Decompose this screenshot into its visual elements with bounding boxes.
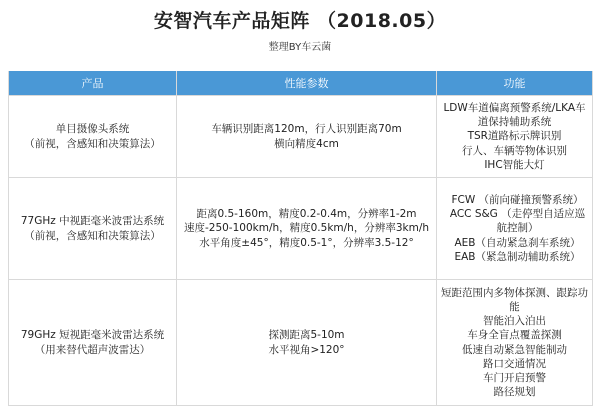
column-header-product: 产品 (9, 71, 177, 96)
param-line: 水平角度±45°，精度0.5-1°，分辨率3.5-12° (199, 236, 414, 249)
function-line: EAB（紧急制动辅助系统） (454, 250, 581, 263)
function-line: AEB（自动紧急刹车系统） (454, 236, 581, 249)
function-line: 车身全盲点覆盖探测 (467, 329, 562, 342)
product-cell (9, 96, 177, 178)
function-line: 路径规划 (493, 386, 536, 399)
product-cell (9, 280, 177, 406)
table-row (9, 280, 593, 406)
function-line: 车门开启预警 (483, 371, 546, 384)
product-note: （前视，含感知和决策算法） (24, 229, 161, 242)
table-row (9, 178, 593, 280)
function-line: FCW （前向碰撞预警系统） (451, 193, 584, 206)
product-name: 79GHz 短视距毫米波雷达系统 (20, 329, 165, 342)
functions-cell (437, 280, 593, 406)
function-line: IHC智能大灯 (484, 158, 545, 171)
params-cell (177, 96, 437, 178)
page (0, 8, 600, 408)
functions-cell (437, 178, 593, 280)
param-line: 距离0.5-160m，精度0.2-0.4m，分辨率1-2m (196, 208, 417, 221)
params-cell (177, 178, 437, 280)
function-line: TSR道路标示牌识别 (467, 130, 562, 143)
function-line: 短距范围内多物体探测、跟踪功能 (441, 286, 588, 313)
product-matrix-table (8, 71, 593, 406)
params-cell (177, 280, 437, 406)
product-name: 单目摄像头系统 (55, 123, 130, 136)
column-header-functions: 功能 (437, 71, 593, 96)
param-line: 车辆识别距离120m，行人识别距离70m (211, 123, 402, 136)
function-line: 低速自动紧急智能制动 (462, 343, 567, 356)
function-line: 行人、车辆等物体识别 (462, 144, 567, 157)
product-note: （前视，含感知和决策算法） (24, 137, 161, 150)
product-cell (9, 178, 177, 280)
function-line: 路口交通情况 (483, 357, 546, 370)
function-line: ACC S&G （走停型自适应巡航控制） (449, 208, 586, 235)
param-line: 探测距离5-10m (268, 329, 345, 342)
product-note: （用来替代超声波雷达） (34, 343, 151, 356)
param-line: 横向精度4cm (274, 137, 339, 150)
param-line: 水平视角>120° (268, 343, 345, 356)
function-line: LDW车道偏离预警系统/LKA车道保持辅助系统 (443, 101, 586, 129)
column-header-params: 性能参数 (177, 71, 437, 96)
function-line: 智能泊入泊出 (483, 315, 546, 328)
product-name: 77GHz 中视距毫米波雷达系统 (20, 215, 165, 228)
functions-cell (437, 96, 593, 178)
page-subtitle: 整理BY车云菌 (268, 42, 332, 53)
table-header-row (9, 71, 593, 96)
table-row (9, 96, 593, 178)
page-title: 安智汽车产品矩阵 （2018.05） (153, 10, 447, 32)
param-line: 速度-250-100km/h，精度0.5km/h，分辨率3km/h (183, 222, 430, 235)
